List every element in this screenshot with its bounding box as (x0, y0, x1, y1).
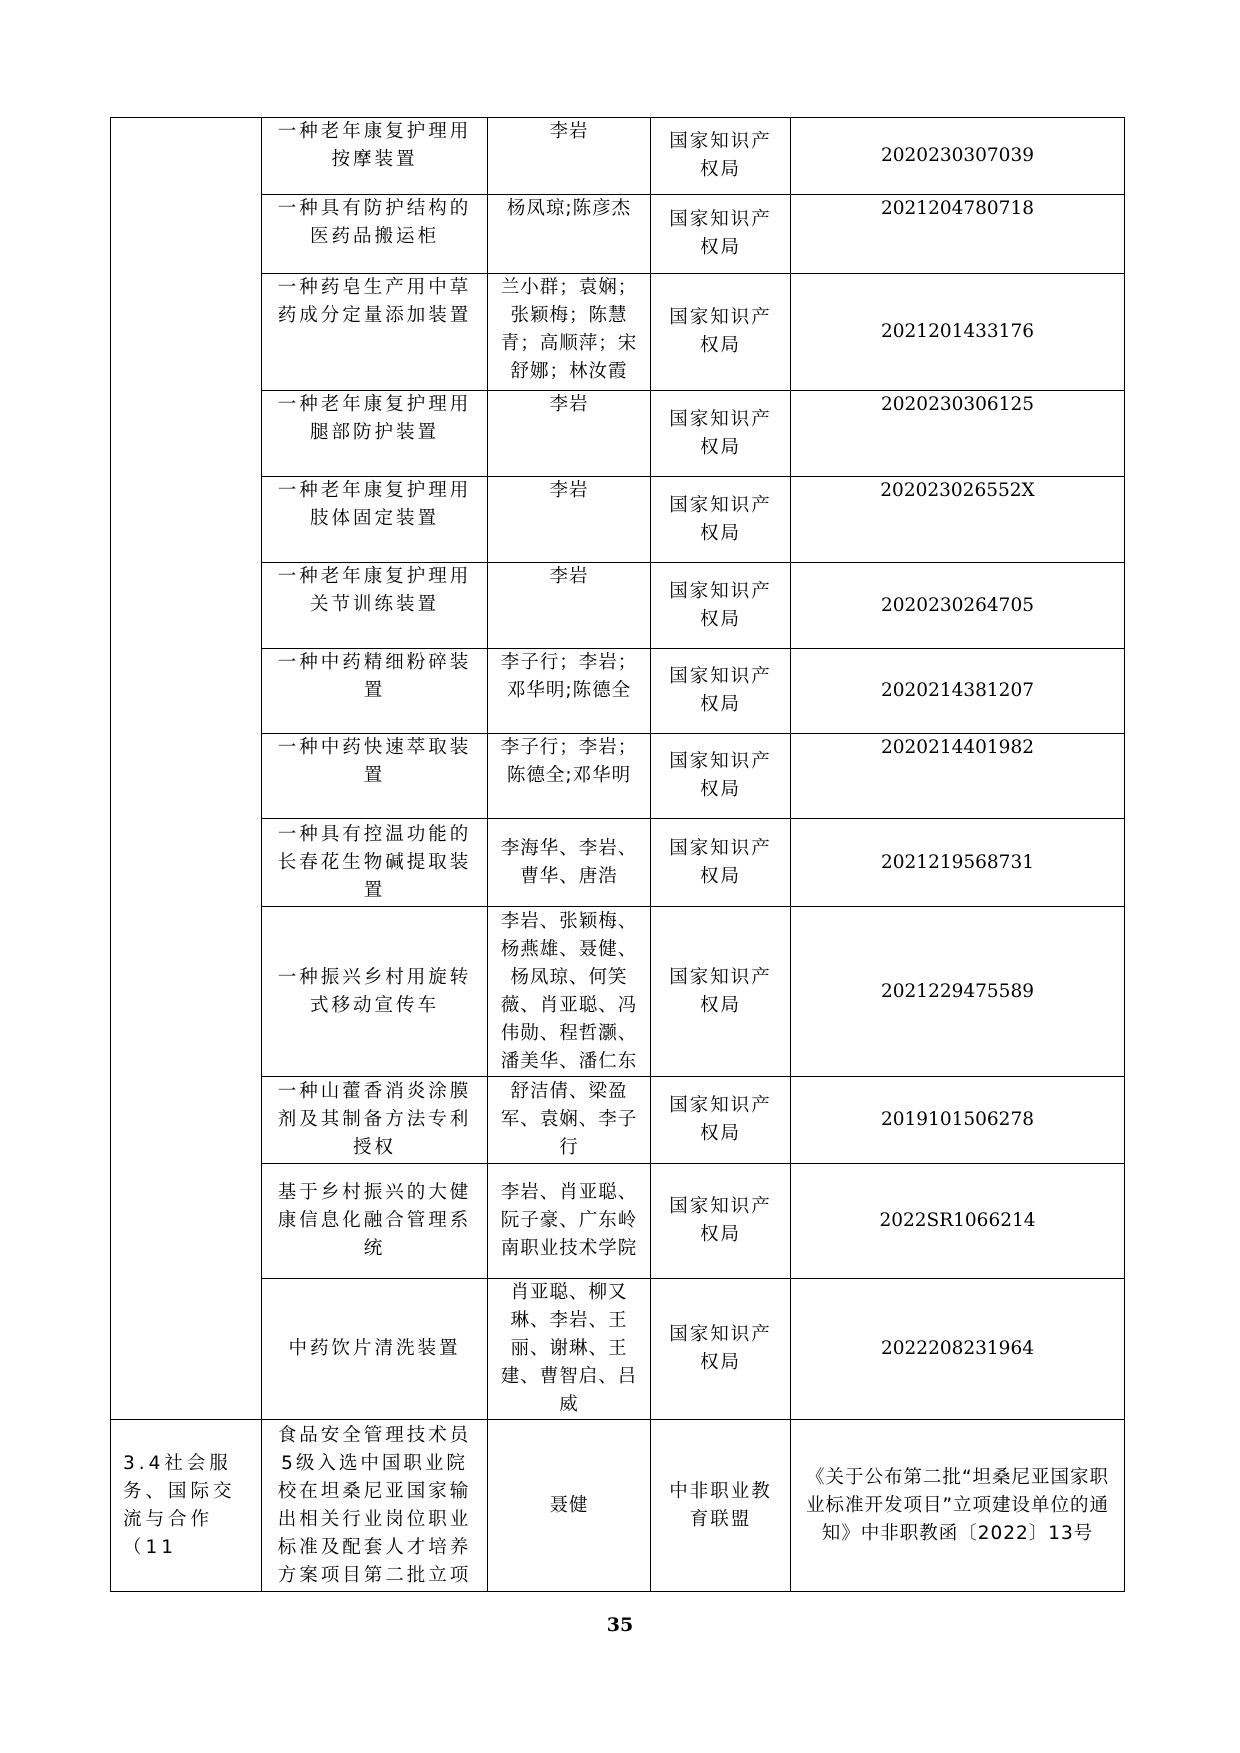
issuing-office: 国家知识产权局 (651, 907, 791, 1077)
table-row (111, 907, 1125, 1077)
table-row (111, 391, 1125, 477)
inventors: 肖亚聪、柳又琳、李岩、王丽、谢琳、王建、曹智启、吕威 (488, 1279, 651, 1420)
issuing-office: 国家知识产权局 (651, 1279, 791, 1420)
section-category: 3.4社会服务、国际交流与合作（11 (111, 1420, 262, 1592)
inventors: 杨凤琼;陈彦杰 (488, 195, 651, 274)
patent-name: 一种药皂生产用中草药成分定量添加装置 (262, 274, 488, 391)
inventors: 李岩、肖亚聪、阮子豪、广东岭南职业技术学院 (488, 1164, 651, 1279)
table-row (111, 1279, 1125, 1420)
patent-name: 一种山藿香消炎涂膜剂及其制备方法专利授权 (262, 1077, 488, 1164)
patent-name: 一种中药精细粉碎装置 (262, 649, 488, 734)
patent-number: 2022208231964 (791, 1279, 1125, 1420)
issuing-office: 国家知识产权局 (651, 118, 791, 195)
patent-name: 一种中药快速萃取装置 (262, 734, 488, 819)
patent-number: 2021219568731 (791, 819, 1125, 907)
patent-name: 一种老年康复护理用腿部防护装置 (262, 391, 488, 477)
inventors: 李岩 (488, 477, 651, 563)
patent-number: 2020230307039 (791, 118, 1125, 195)
inventors: 李岩 (488, 118, 651, 195)
patent-name: 中药饮片清洗装置 (262, 1279, 488, 1420)
patent-name: 一种具有防护结构的医药品搬运柜 (262, 195, 488, 274)
issuing-office: 国家知识产权局 (651, 1164, 791, 1279)
issuing-office: 国家知识产权局 (651, 563, 791, 649)
table-row (111, 477, 1125, 563)
issuing-organization: 中非职业教育联盟 (651, 1420, 791, 1592)
table-row (111, 649, 1125, 734)
project-name: 食品安全管理技术员5级入选中国职业院校在坦桑尼亚国家输出相关行业岗位职业标准及配套人才培养方案项目第二批立项 (262, 1420, 488, 1592)
patent-name: 一种老年康复护理用按摩装置 (262, 118, 488, 195)
table-row (111, 734, 1125, 819)
inventors: 李岩 (488, 391, 651, 477)
project-leader: 聂健 (488, 1420, 651, 1592)
inventors: 兰小群；袁娴；张颖梅；陈慧青；高顺萍；宋舒娜；林汝霞 (488, 274, 651, 391)
issuing-office: 国家知识产权局 (651, 734, 791, 819)
table-row (111, 1164, 1125, 1279)
table-row (111, 1077, 1125, 1164)
issuing-office: 国家知识产权局 (651, 1077, 791, 1164)
source-document: 《关于公布第二批“坦桑尼亚国家职业标准开发项目”立项建设单位的通知》中非职教函〔2022〕13号 (791, 1420, 1125, 1592)
patent-name: 一种老年康复护理用关节训练装置 (262, 563, 488, 649)
inventors: 舒洁倩、梁盈军、袁娴、李子行 (488, 1077, 651, 1164)
patent-number: 2020214401982 (791, 734, 1125, 819)
issuing-office: 国家知识产权局 (651, 477, 791, 563)
patent-name: 一种具有控温功能的长春花生物碱提取装置 (262, 819, 488, 907)
inventors: 李子行；李岩；陈德全;邓华明 (488, 734, 651, 819)
patent-number: 202023026552X (791, 477, 1125, 563)
issuing-office: 国家知识产权局 (651, 195, 791, 274)
issuing-office: 国家知识产权局 (651, 391, 791, 477)
patent-number: 2020214381207 (791, 649, 1125, 734)
patent-number: 2020230306125 (791, 391, 1125, 477)
table-row (111, 274, 1125, 391)
page-number: 35 (606, 1614, 634, 1636)
table-row (111, 195, 1125, 274)
patent-number: 2021229475589 (791, 907, 1125, 1077)
category-cell-empty (111, 118, 262, 1420)
patent-number: 2021201433176 (791, 274, 1125, 391)
table-row (111, 118, 1125, 195)
patent-table (110, 117, 1125, 1592)
inventors: 李子行；李岩；邓华明;陈德全 (488, 649, 651, 734)
inventors: 李岩 (488, 563, 651, 649)
patent-name: 基于乡村振兴的大健康信息化融合管理系统 (262, 1164, 488, 1279)
patent-number: 2020230264705 (791, 563, 1125, 649)
table-row (111, 819, 1125, 907)
patent-number: 2021204780718 (791, 195, 1125, 274)
inventors: 李海华、李岩、曹华、唐浩 (488, 819, 651, 907)
issuing-office: 国家知识产权局 (651, 819, 791, 907)
table-row (111, 1420, 1125, 1592)
patent-name: 一种老年康复护理用肢体固定装置 (262, 477, 488, 563)
issuing-office: 国家知识产权局 (651, 274, 791, 391)
patent-name: 一种振兴乡村用旋转式移动宣传车 (262, 907, 488, 1077)
table-row (111, 563, 1125, 649)
issuing-office: 国家知识产权局 (651, 649, 791, 734)
patent-number: 2019101506278 (791, 1077, 1125, 1164)
patent-number: 2022SR1066214 (791, 1164, 1125, 1279)
inventors: 李岩、张颖梅、杨燕雄、聂健、杨凤琼、何笑薇、肖亚聪、冯伟勋、程哲灏、潘美华、潘仁东 (488, 907, 651, 1077)
